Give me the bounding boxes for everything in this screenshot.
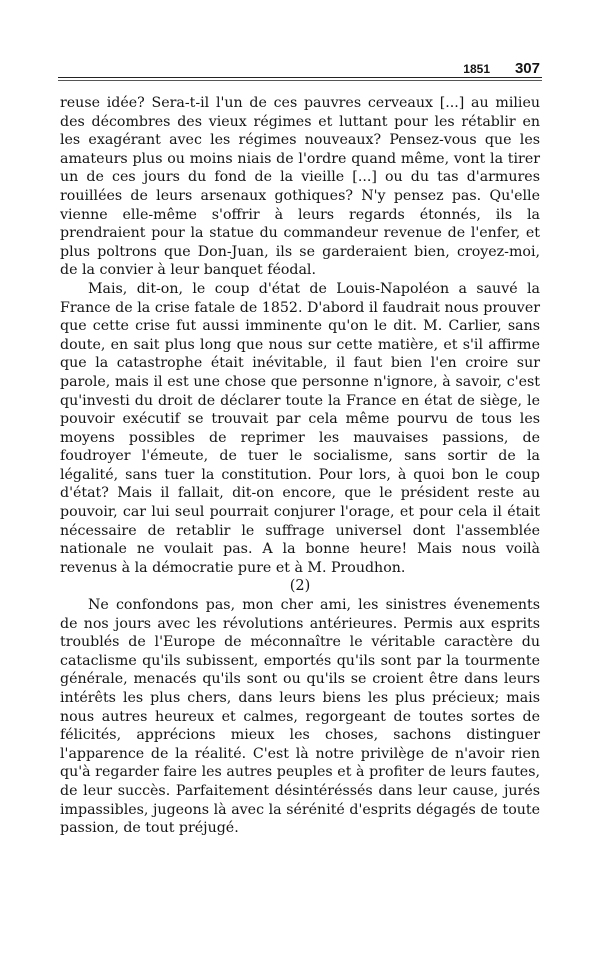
paragraph-coup-d-etat: Mais, dit-on, le coup d'état de Louis-Napoléon a sauvé la France de la crise fatale de 1852. D'abord il faudrait nous prouver que cette crise fut aussi imminente qu'on le dit. M. Carlier, sans doute, en sait plus long que nous sur cette matière, et s'il affirme que la catastrophe était inévitable, il faut bien l'en croire sur parole, mais il est une chose que personne n'ignore, à savoir, c'est qu'investi du droit de déclarer toute la France en état de siège, le pouvoir exécutif se trouvait par cela même pourvu de tous les moyens possibles de reprimer les mauvaises passions, de foudroyer l'émeute, de tuer le socialisme, sans sortir de la légalité, sans tuer la constitution. Pour lors, à quoi bon le coup d'état? Mais il fallait, dit-on encore, que le président reste au pouvoir, car lui seul pourrait conjurer l'orage, et pour cela il était nécessaire de retablir le suffrage universel dont l'assemblée nationale ne voulait pas. A la bonne heure! Mais nous voilà revenus à la démocratie pure et à M. Proudhon. bbox=[60, 280, 540, 576]
page-number: 307 bbox=[514, 60, 540, 77]
page-header bbox=[58, 62, 542, 84]
header-rule bbox=[58, 77, 542, 81]
section-marker: (2) bbox=[289, 578, 311, 595]
body-text bbox=[60, 94, 540, 838]
running-head-year: 1851 bbox=[463, 62, 490, 76]
paragraph-continuation: reuse idée? Sera-t-il l'un de ces pauvres cerveaux [...] au milieu des décombres des vieux régimes et luttant pour les rétablir en les exagérant avec les régimes nouveaux? Pensez-vous que les amateurs plus ou moins niais de l'ordre quand même, vont la tirer un de ces jours du fond de la vieille [...] ou du tas d'armures rouillées de leurs arsenaux gothiques? N'y pensez pas. Qu'elle vienne elle-même s'offrir à leurs regards étonnés, ils la prendraient pour la statue du commandeur revenue de l'enfer, et plus poltrons que Don-Juan, ils se garderaient bien, croyez-moi, de la convier à leur banquet féodal. bbox=[60, 95, 540, 279]
paragraph-ne-confondons: Ne confondons pas, mon cher ami, les sinistres évenements de nos jours avec les révolutions antérieures. Permis aux esprits troublés de l'Europe de méconnaître le véritable caractère du cataclisme qu'ils subissent, emportés qu'ils sont par la tourmente générale, menacés qu'ils sont ou qu'ils se croient être dans leurs intérêts les plus chers, dans leurs biens les plus précieux; mais nous autres heureux et calmes, regorgeant de toutes sortes de félicités, apprécions mieux les choses, sachons distinguer l'apparence de la réalité. C'est là notre privilège de n'avoir rien qu'à regarder faire les autres peuples et à profiter de leurs fautes, de leur succès. Parfaitement désintéréssés dans leur cause, jurés impassibles, jugeons là avec la sérénité d'esprits dégagés de toute passion, de tout préjugé. bbox=[60, 597, 540, 837]
